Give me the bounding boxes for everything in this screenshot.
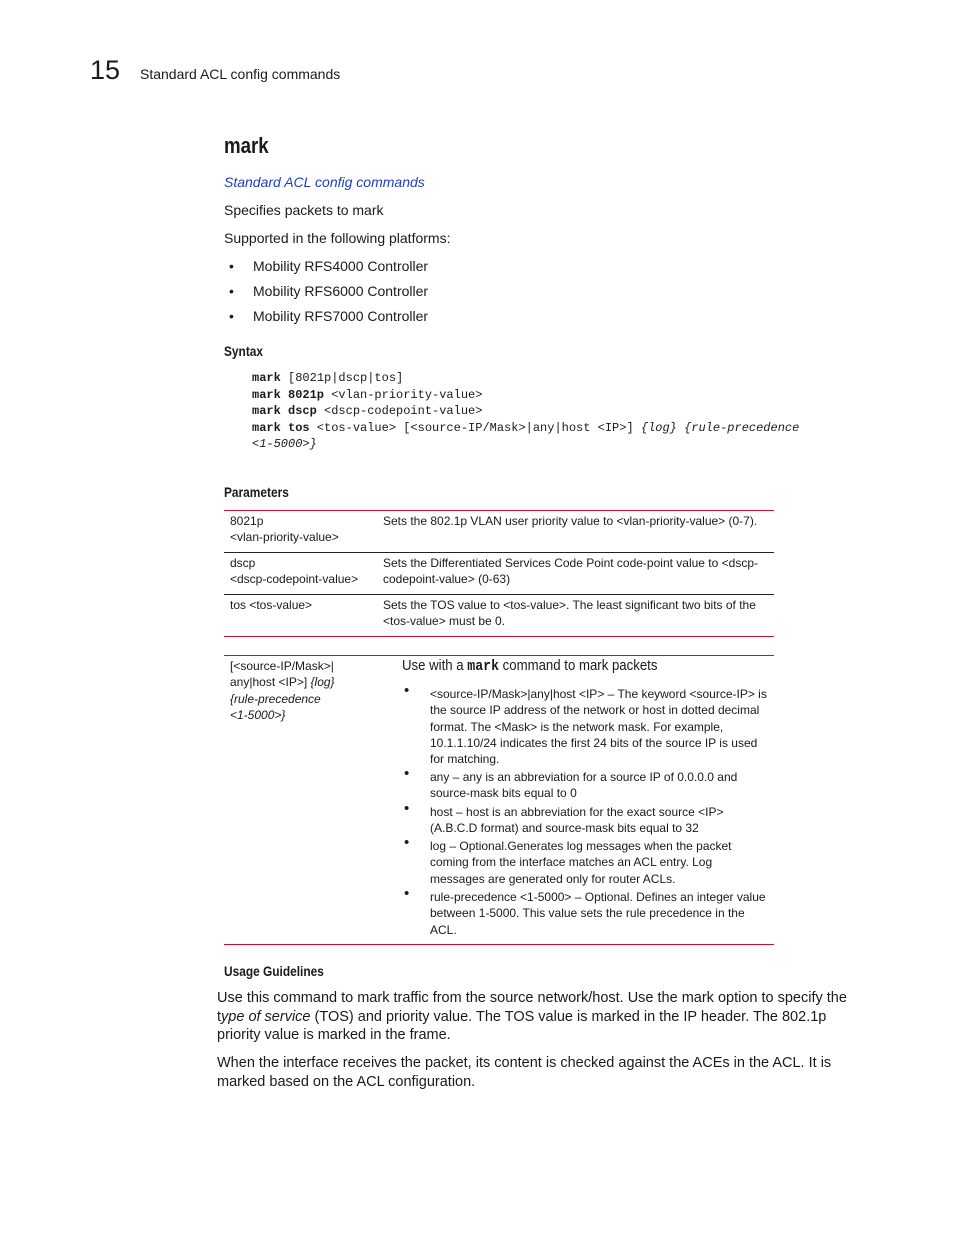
platform-label: Mobility RFS6000 Controller xyxy=(253,283,429,299)
lead-text: command to mark packets xyxy=(498,657,658,674)
platform-label: Mobility RFS4000 Controller xyxy=(253,258,429,274)
bullet-text: log – Optional.Generates log messages when the packet coming from the interface matches an ACL entry. Log messages are generated only for router ACLs. xyxy=(430,839,732,886)
parameters-heading: Parameters xyxy=(224,484,289,500)
list-item xyxy=(404,834,770,887)
code-text: [8021p|dscp|tos] xyxy=(280,371,404,385)
bullet-text: any – any is an abbreviation for a source IP of 0.0.0.0 and source-mask bits equal to 0 xyxy=(430,770,738,801)
bullet-icon: • xyxy=(404,834,410,851)
code-optional: <1-5000>} xyxy=(252,437,317,451)
param-line xyxy=(230,707,390,723)
bullet-icon: • xyxy=(229,308,234,324)
param-text: any|host <IP>] xyxy=(230,675,311,690)
breadcrumb-link[interactable]: Standard ACL config commands xyxy=(224,174,425,190)
param-line xyxy=(230,674,390,690)
param-line: <vlan-priority-value> xyxy=(230,530,339,545)
param-name xyxy=(230,658,390,723)
bullet-text: rule-precedence <1-5000> – Optional. Defines an integer value between 1-5000. This value sets the rule precedence in the ACL. xyxy=(430,890,766,937)
usage-text: (TOS) and priority value. The TOS value is marked in the IP header. The 802.1p priority value is marked in the frame. xyxy=(217,1008,827,1043)
code-text: <dscp-codepoint-value> xyxy=(316,404,483,418)
table-bottom-rule xyxy=(224,944,774,945)
description: Specifies packets to mark xyxy=(224,202,384,218)
row-divider xyxy=(224,594,774,595)
code-keyword: mark xyxy=(252,371,281,385)
list-item xyxy=(404,800,770,837)
chapter-title: Standard ACL config commands xyxy=(140,66,341,82)
param-line: <dscp-codepoint-value> xyxy=(230,572,359,587)
bullet-icon: • xyxy=(404,682,410,699)
list-item xyxy=(229,258,429,274)
code-text: <vlan-priority-value> xyxy=(324,387,483,402)
param-name xyxy=(230,555,375,588)
chapter-number: 15 xyxy=(90,55,121,85)
bullet-icon: • xyxy=(229,283,234,299)
syntax-heading: Syntax xyxy=(224,343,264,359)
page-title: mark xyxy=(224,133,269,158)
table-top-rule xyxy=(224,655,774,656)
code-optional: {log} {rule-precedence xyxy=(640,420,800,435)
syntax-block xyxy=(252,370,799,453)
code-keyword: mark tos xyxy=(252,420,310,435)
table-bottom-rule xyxy=(224,636,774,637)
param-line: dscp xyxy=(230,556,256,570)
list-item xyxy=(404,885,770,938)
usage-paragraph: When the interface receives the packet, its content is checked against the ACEs in the ACL. It is marked based on the ACL configuration. xyxy=(217,1055,832,1090)
bullet-icon: • xyxy=(404,765,410,782)
param-line: 8021p xyxy=(230,514,264,528)
usage-text: Use this command to mark traffic from the source network/host. Use the mark option to specify the t xyxy=(217,990,847,1025)
bullet-text: <source-IP/Mask>|any|host <IP> – The keyword <source-IP> is the source IP address of the network or host in dotted decimal format. The <Mask> is the network mask. For example, 10.1.1.10/24 indicates the first 24 bits of the source IP is used for matching. xyxy=(430,687,767,767)
param-line xyxy=(230,691,390,707)
usage-paragraph xyxy=(217,989,867,1045)
bullet-icon: • xyxy=(404,885,410,902)
usage-emphasis: ype of service xyxy=(221,1008,311,1025)
platforms-intro: Supported in the following platforms: xyxy=(224,230,451,246)
list-item xyxy=(404,682,770,767)
param-desc: Sets the 802.1p VLAN user priority value to <vlan-priority-value> (0-7). xyxy=(383,514,758,528)
param-name xyxy=(230,513,375,546)
param-lead xyxy=(402,657,657,675)
bullet-icon: • xyxy=(229,258,234,274)
code-keyword: mark dscp xyxy=(252,404,317,418)
row-divider xyxy=(224,552,774,553)
param-desc: Sets the Differentiated Services Code Point code-point value to <dscp-codepoint-value> (0-63) xyxy=(383,556,758,587)
param-name: tos <tos-value> xyxy=(230,598,313,612)
list-item xyxy=(229,308,429,324)
param-desc: Sets the TOS value to <tos-value>. The least significant two bits of the <tos-value> must be 0. xyxy=(383,598,756,629)
table-top-rule xyxy=(224,510,774,511)
param-line: [<source-IP/Mask>| xyxy=(230,659,334,673)
param-optional: <1-5000>} xyxy=(230,707,286,722)
param-optional: {log} xyxy=(310,675,335,690)
list-item xyxy=(404,765,770,802)
bullet-text: host – host is an abbreviation for the exact source <IP> (A.B.C.D format) and source-mask bits equal to 32 xyxy=(430,805,724,836)
code-keyword: mark 8021p xyxy=(252,387,325,402)
lead-text: Use with a xyxy=(402,657,468,674)
code-text: <tos-value> [<source-IP/Mask>|any|host <IP>] xyxy=(309,420,641,435)
param-optional: {rule-precedence xyxy=(230,691,321,706)
bullet-icon: • xyxy=(404,800,410,817)
usage-heading: Usage Guidelines xyxy=(224,963,324,979)
platform-label: Mobility RFS7000 Controller xyxy=(253,308,429,324)
lead-keyword: mark xyxy=(467,658,499,675)
list-item xyxy=(229,283,429,299)
